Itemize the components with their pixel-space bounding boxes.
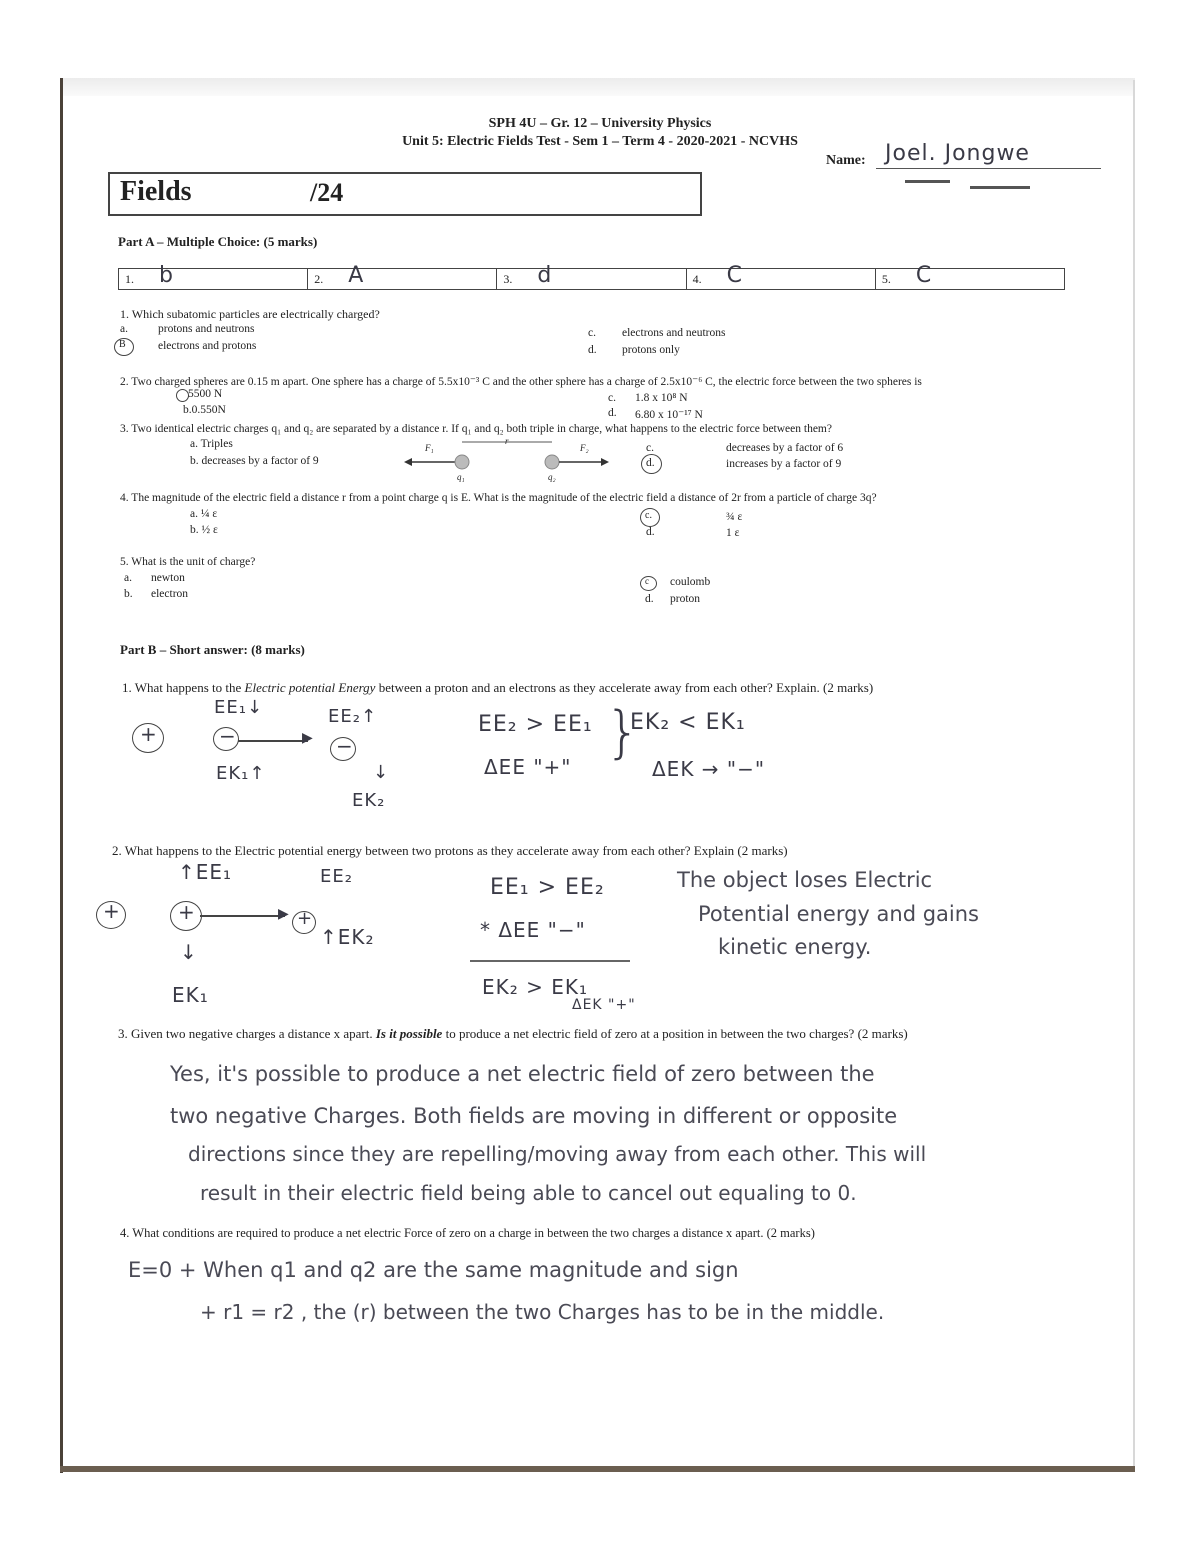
name-scribble (905, 180, 950, 183)
option-label: d. (608, 407, 617, 419)
part-b-title: Part B – Short answer: (8 marks) (120, 642, 305, 657)
option-text: decreases by a factor of 6 (726, 442, 844, 454)
option-label: c. (608, 392, 616, 404)
option-label: a. (120, 323, 128, 335)
handwritten-answer-line: directions since they are repelling/moving away from each other. This will (188, 1142, 927, 1166)
charge-label: q₂ (548, 472, 556, 482)
option-text: coulomb (670, 576, 711, 588)
option-text: a. ¼ ε (190, 508, 218, 520)
answer-cell: 2. A (308, 269, 497, 289)
mc-question-2: 2. Two charged spheres are 0.15 m apart. One sphere has a charge of 5.5x10⁻³ C and the other sphere has a charge of 2.5x10⁻⁶ C, the electric force between the two spheres is (120, 376, 922, 388)
option-text: ¾ ε (726, 511, 743, 523)
handwritten-ek2: ↑EK₂ (320, 925, 375, 949)
option-text: protons only (622, 344, 680, 356)
force-label: F₁ (425, 443, 434, 453)
handwritten-relation-ee: EE₂ > EE₁ (478, 712, 593, 737)
name-underline (876, 168, 1101, 169)
option-text: b.0.550N (183, 404, 226, 416)
score-box-title: Fields (120, 176, 192, 207)
option-text: a. Triples (190, 438, 233, 450)
handwritten-explanation: Potential energy and gains (698, 902, 979, 926)
handwritten-ee1: ↑EE₁ (178, 860, 233, 884)
motion-arrow (238, 740, 308, 742)
mc-question-1: 1. Which subatomic particles are electrically charged? (120, 307, 380, 321)
handwritten-relation-ek: EK₂ > EK₁ (482, 975, 589, 999)
handwritten-ek1: EK₁ (172, 983, 209, 1007)
option-text: electrons and protons (158, 340, 257, 352)
student-name: Joel. Jongwe (885, 141, 1030, 166)
answer-4: C (726, 263, 743, 288)
scan-top-shadow (60, 78, 1135, 96)
option-label: c. (588, 327, 596, 339)
scan-right-edge (1133, 80, 1135, 1470)
option-text: 6.80 x 10⁻¹⁷ N (635, 409, 703, 421)
option-label: c. (645, 510, 652, 521)
handwritten-delta-ee: ΔEE "+" (484, 755, 572, 779)
option-text: b. decreases by a factor of 9 (190, 455, 319, 467)
arrow-head (601, 458, 609, 466)
proton-symbol: + (140, 722, 158, 746)
option-label: B (119, 339, 126, 350)
option-text: newton (151, 572, 185, 584)
charge-label: q₁ (457, 472, 465, 482)
option-label: a. (124, 572, 132, 584)
answer-2: A (348, 263, 365, 288)
handwritten-relation-ek: EK₂ < EK₁ (630, 710, 746, 735)
answer-1: b (159, 263, 174, 288)
motion-arrow (200, 915, 285, 917)
option-label: d. (646, 457, 655, 469)
handwritten-ee1: EE₁↓ (214, 697, 264, 718)
score-box (108, 172, 702, 216)
mc-question-3: 3. Two identical electric charges q₁ and q₂ are separated by a distance r. If q₁ and q₂ both triple in charge, what happens to the electric force between them? (120, 423, 832, 435)
down-arrow: ↓ (180, 940, 198, 964)
option-label: d. (646, 526, 655, 538)
proton-symbol: + (103, 899, 121, 923)
handwritten-relation-ee: EE₁ > EE₂ (490, 875, 605, 900)
option-label: b. (124, 588, 133, 600)
answer-table (118, 263, 1065, 290)
part-a-title: Part A – Multiple Choice: (5 marks) (118, 234, 318, 249)
handwritten-answer-line: E=0 + When q1 and q2 are the same magnitude and sign (128, 1258, 739, 1282)
option-text: 1.8 x 10⁸ N (635, 392, 688, 404)
name-label: Name: (826, 153, 866, 168)
arrow-head: ▶ (302, 730, 314, 746)
option-text: b. ½ ε (190, 524, 218, 536)
distance-label: r (505, 436, 509, 446)
question-text: to produce a net electric field of zero at a position in between the two charges? (2 marks) (442, 1026, 908, 1041)
short-answer-question-3 (118, 1026, 908, 1042)
option-label: c. (646, 442, 654, 454)
handwritten-answer-line: two negative Charges. Both fields are moving in different or opposite (170, 1104, 898, 1128)
option-label: d. (588, 344, 597, 356)
answer-5: C (915, 263, 933, 288)
handwritten-ee2: EE₂↑ (328, 706, 378, 727)
answer-cell: 1. b (119, 269, 308, 289)
option-text: 5500 N (188, 388, 223, 400)
option-text: protons and neutrons (158, 323, 255, 335)
handwritten-explanation: kinetic energy. (718, 935, 872, 959)
handwritten-answer-line: + r1 = r2 , the (r) between the two Charges has to be in the middle. (200, 1300, 885, 1324)
handwritten-ek1: EK₁↑ (216, 763, 266, 784)
question-text: 3. Given two negative charges a distance x apart. (118, 1026, 376, 1041)
scan-bottom-edge (60, 1466, 1135, 1472)
option-text: 1 ε (726, 527, 740, 539)
option-label: c (645, 576, 649, 586)
answer-cell: 3. d (497, 269, 686, 289)
question-text: 1. What happens to the (122, 680, 245, 695)
option-label: d. (645, 593, 654, 605)
short-answer-question-4: 4. What conditions are required to produce a net electric Force of zero on a charge in between the two charges a distance x apart. (2 marks) (120, 1226, 815, 1240)
option-text: increases by a factor of 9 (726, 458, 842, 470)
arrow-head: ▶ (278, 906, 290, 922)
course-title: SPH 4U – Gr. 12 – University Physics (488, 116, 712, 131)
answer-cell: 5. C (881, 263, 933, 288)
charge-q2 (545, 455, 559, 469)
brace: } (605, 700, 642, 765)
handwritten-ek2: EK₂ (352, 790, 386, 811)
option-text: electron (151, 588, 189, 600)
down-arrow: ↓ (373, 762, 390, 783)
question-emphasis: Electric potential Energy (244, 680, 376, 695)
question-text: between a proton and an electrons as they accelerate away from each other? Explain. (2 marks) (375, 680, 874, 695)
electron-symbol: − (219, 724, 237, 748)
question-emphasis: Is it possible (375, 1026, 443, 1041)
proton-symbol: + (178, 900, 196, 924)
name-scribble-2 (970, 186, 1030, 189)
score-total: /24 (310, 178, 344, 207)
scan-left-edge (60, 78, 63, 1473)
handwritten-delta-ee: * ΔEE "−" (480, 918, 586, 942)
handwritten-answer-line: result in their electric field being able to cancel out equaling to 0. (200, 1181, 857, 1205)
mc-question-5: 5. What is the unit of charge? (120, 556, 256, 568)
short-answer-question-1 (122, 680, 873, 696)
arrow-head (404, 458, 412, 466)
answer-3: d (537, 263, 553, 288)
handwritten-ee2: EE₂ (320, 866, 353, 887)
handwritten-answer-line: Yes, it's possible to produce a net electric field of zero between the (170, 1062, 875, 1086)
electron-symbol: − (336, 734, 354, 758)
answer-cell: 4. C (687, 269, 876, 289)
handwritten-explanation: The object loses Electric (677, 868, 933, 892)
option-text: proton (670, 593, 701, 605)
test-title: Unit 5: Electric Fields Test - Sem 1 – Term 4 - 2020-2021 - NCVHS (402, 134, 798, 149)
handwritten-delta-ek: ΔEK "+" (572, 997, 636, 1013)
divider-line (470, 960, 630, 962)
handwritten-delta-ek: ΔEK → "−" (652, 757, 766, 781)
force-label: F₂ (580, 443, 589, 453)
option-text: electrons and neutrons (622, 327, 726, 339)
short-answer-question-2: 2. What happens to the Electric potential energy between two protons as they accelerate away from each other? Explain (2 marks) (112, 843, 788, 858)
mc-question-4: 4. The magnitude of the electric field a distance r from a point charge q is E. What is the magnitude of the electric field a distance of 2r from a particle of charge 3q? (120, 492, 877, 504)
charge-q1 (455, 455, 469, 469)
proton-symbol: + (297, 908, 314, 929)
